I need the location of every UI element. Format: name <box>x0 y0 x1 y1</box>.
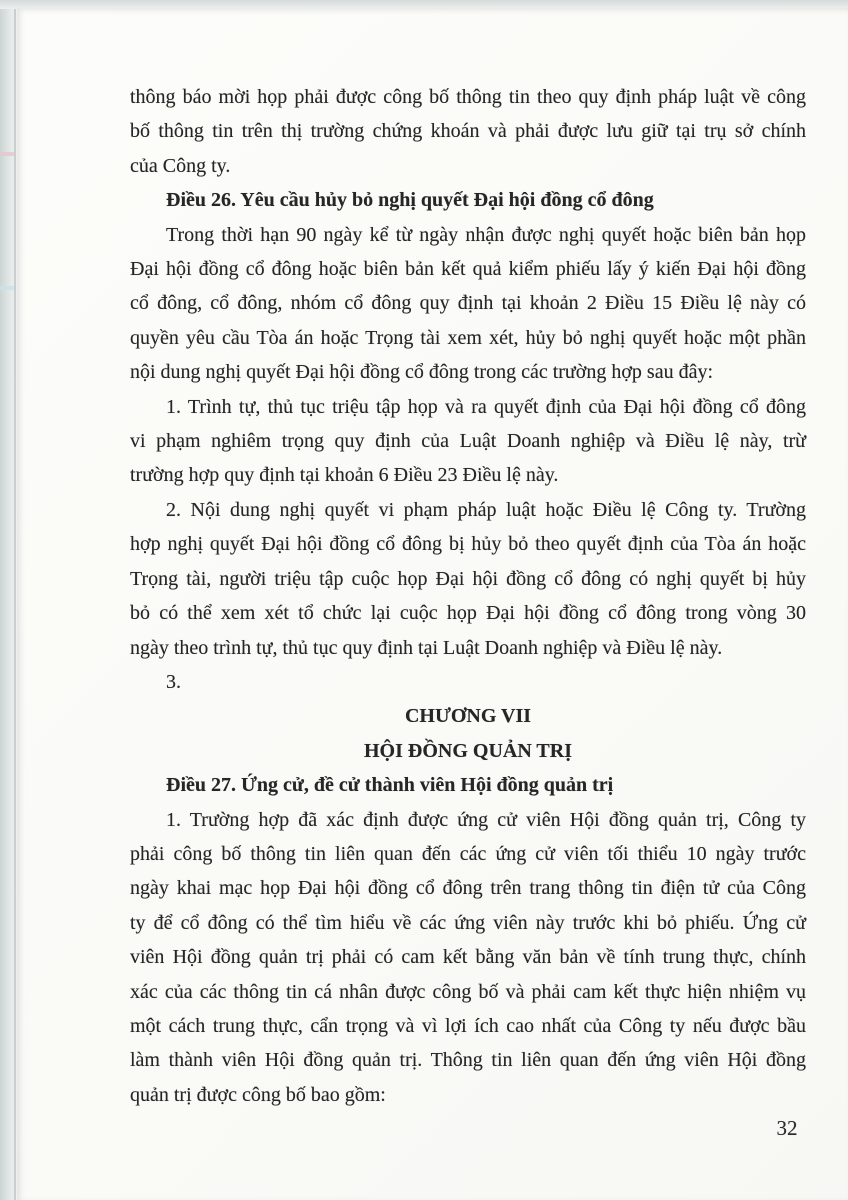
text-line: bố thông tin trên thị trường chứng khoán và phải được lưu giữ tại trụ sở chính <box>130 120 806 143</box>
text-line: 1. Trình tự, thủ tục triệu tập họp và ra quyết định của Đại hội đồng cổ đông <box>166 395 806 418</box>
text-line: ty để cổ đông có thể tìm hiểu về các ứng viên này trước khi bỏ phiếu. Ứng cử <box>130 911 806 934</box>
text-line: làm thành viên Hội đồng quản trị. Thông tin liên quan đến ứng viên Hội đồng <box>130 1049 806 1072</box>
scan-edge-line <box>14 0 16 1200</box>
text-line: Đại hội đồng cổ đông hoặc biên bản kết quả kiểm phiếu lấy ý kiến Đại hội đồng <box>130 258 806 281</box>
text-line: HỘI ĐỒNG QUẢN TRỊ <box>364 739 572 762</box>
text-line: thông báo mời họp phải được công bố thông tin theo quy định pháp luật về công <box>130 86 806 108</box>
page-number: 32 <box>776 1116 798 1140</box>
text-line: bỏ có thể xem xét tổ chức lại cuộc họp Đại hội đồng cổ đông trong vòng 30 <box>130 602 806 625</box>
scan-artifact-cyan <box>0 286 14 290</box>
chapter-heading <box>130 734 806 768</box>
text-line: vi phạm nghiêm trọng quy định của Luật Doanh nghiệp và Điều lệ này, trừ <box>130 430 806 453</box>
text-line: 2. Nội dung nghị quyết vi phạm pháp luật hoặc Điều lệ Công ty. Trường <box>166 498 806 521</box>
article-heading <box>130 183 806 217</box>
text-line: quản trị được công bố bao gồm: <box>130 1083 386 1106</box>
paragraph <box>130 493 806 665</box>
text-line: 1. Trường hợp đã xác định được ứng cử viên Hội đồng quản trị, Công ty <box>166 808 806 831</box>
text-line: quyền yêu cầu Tòa án hoặc Trọng tài xem xét, hủy bỏ nghị quyết hoặc một phần <box>130 326 806 349</box>
paragraph <box>130 80 806 183</box>
text-line: của Công ty. <box>130 154 231 177</box>
text-line: CHƯƠNG VII <box>404 705 532 728</box>
paragraph <box>130 665 806 699</box>
paragraph <box>130 390 806 493</box>
text-line: hợp nghị quyết Đại hội đồng cổ đông bị hủy bỏ theo quyết định của Tòa án hoặc <box>130 533 806 556</box>
scan-artifact-pink <box>0 152 14 156</box>
text-line: Trong thời hạn 90 ngày kể từ ngày nhận được nghị quyết hoặc biên bản họp <box>166 223 806 246</box>
paragraph <box>130 218 806 390</box>
text-line: xác của các thông tin cá nhân được công bố và phải cam kết thực hiện nhiệm vụ <box>130 980 806 1003</box>
paragraph <box>130 803 806 1113</box>
document-page <box>17 8 848 1200</box>
text-line: ngày khai mạc họp Đại hội đồng cổ đông trên trang thông tin điện tử của Công <box>130 877 806 900</box>
text-line: ngày theo trình tự, thủ tục quy định tại Luật Doanh nghiệp và Điều lệ này. <box>130 636 723 659</box>
article-heading <box>130 768 806 802</box>
text-line: Trọng tài, người triệu tập cuộc họp Đại hội đồng cổ đông có nghị quyết bị hủy <box>130 567 806 590</box>
text-line: cổ đông, cổ đông, nhóm cổ đông quy định tại khoản 2 Điều 15 Điều lệ này có <box>130 292 806 315</box>
text-line: trường hợp quy định tại khoản 6 Điều 23 Điều lệ này. <box>130 464 559 487</box>
text-line: Điều 27. Ứng cử, đề cử thành viên Hội đồng quản trị <box>166 774 614 797</box>
text-line: một cách trung thực, cẩn trọng và vì lợi ích cao nhất của Công ty nếu được bầu <box>130 1014 806 1037</box>
text-line: nội dung nghị quyết Đại hội đồng cổ đông trong các trường hợp sau đây: <box>130 361 714 384</box>
text-line: 3. <box>166 670 181 693</box>
text-line: Điều 26. Yêu cầu hủy bỏ nghị quyết Đại hội đồng cổ đông <box>166 189 654 212</box>
text-line: viên Hội đồng quản trị phải có cam kết bằng văn bản về tính trung thực, chính <box>130 946 806 969</box>
text-line: phải công bố thông tin liên quan đến các ứng cử viên tối thiểu 10 ngày trước <box>130 842 806 865</box>
chapter-heading <box>130 699 806 733</box>
document-content <box>130 80 806 1112</box>
